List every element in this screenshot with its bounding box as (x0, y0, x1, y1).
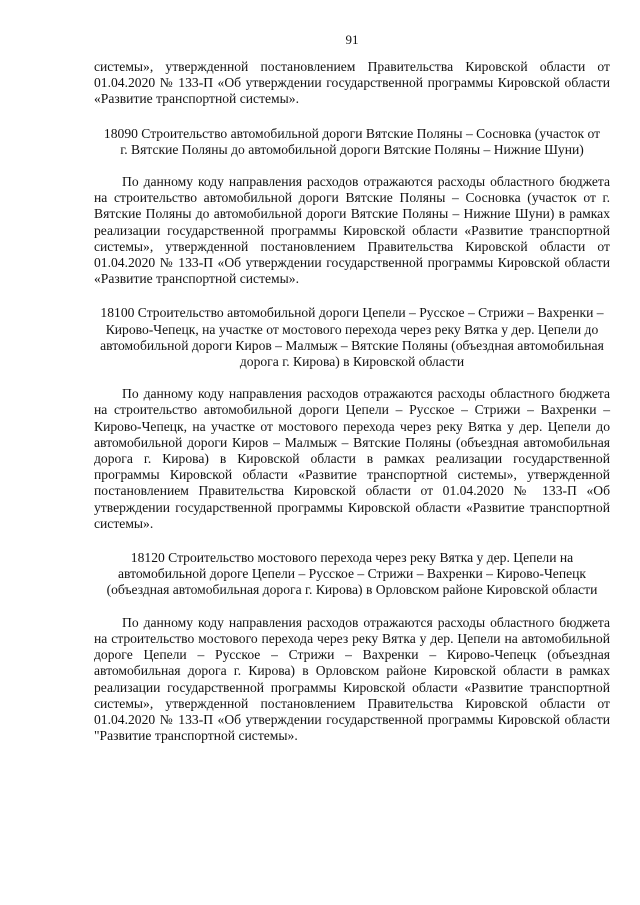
spacer (94, 599, 610, 615)
spacer (94, 370, 610, 386)
section-body-18100: По данному коду направления расходов отражаются расходы областного бюджета на строительство автомобильной дороги Цепели – Русское – Стрижи – Вахренки – Кирово-Чепецк, на участке от мостового перехода через реку Вятка у дер. Цепели до автомобильной дороги Киров – Малмыж – Вятские Поляны (объездная автомобильная дорога г. Кирова) в Кировской области в рамках реализации государственной программы Кировской области «Развитие транспортной системы», утвержденной постановлением Правительства Кировской области от 01.04.2020 № 133-П «Об утверждении государственной программы Кировской области «Развитие транспортной системы». (94, 386, 610, 531)
page-number: 91 (345, 32, 359, 47)
section-heading-18120: 18120 Строительство мостового перехода через реку Вятка у дер. Цепели на автомобильной дороге Цепели – Русское – Стрижи – Вахренки – Кирово-Чепецк (объездная автомобильная дорога г. Кирова) в Орловском районе Кировской области (106, 550, 598, 598)
spacer (94, 287, 610, 305)
section-heading-18100: 18100 Строительство автомобильной дороги Цепели – Русское – Стрижи – Вахренки – Кирово-Чепецк, на участке от мостового перехода через реку Вятка у дер. Цепели до автомобильной дороги Киров – Малмыж – Вятские Поляны (объездная автомобильная дорога г. Кирова) в Кировской области (100, 305, 604, 370)
spacer (94, 158, 610, 174)
spacer (94, 532, 610, 550)
section-body-18120: По данному коду направления расходов отражаются расходы областного бюджета на строительство мостового перехода через реку Вятка у дер. Цепели на автомобильной дороге Цепели – Русское – Стрижи – Вахренки – Кирово-Чепецк (объездная автомобильная дорога г. Кирова) в Орловском районе Кировской области в рамках реализации государственной программы Кировской области «Развитие транспортной системы», утвержденной постановлением Правительства Кировской области от 01.04.2020 № 133-П «Об утверждении государственной программы Кировской области "Развитие транспортной системы». (94, 614, 610, 744)
section-body-18090: По данному коду направления расходов отражаются расходы областного бюджета на строительство автомобильной дороги Вятские Поляны – Сосновка (участок от г. Вятские Поляны до автомобильной дороги Вятские Поляны – Нижние Шуни) в рамках реализации государственной программы Кировской области «Развитие транспортной системы», утвержденной постановлением Правительства Кировской области от 01.04.2020 № 133-П «Об утверждении государственной программы Кировской области «Развитие транспортной системы». (94, 174, 610, 287)
section-heading-18090: 18090 Строительство автомобильной дороги Вятские Поляны – Сосновка (участок от г. Вятские Поляны до автомобильной дороги Вятские Поляны – Нижние Шуни) (103, 125, 601, 157)
intro-paragraph: системы», утвержденной постановлением Правительства Кировской области от 01.04.2020 № 133-П «Об утверждении государственной программы Кировской области «Развитие транспортной системы». (94, 59, 610, 107)
spacer (94, 108, 610, 126)
